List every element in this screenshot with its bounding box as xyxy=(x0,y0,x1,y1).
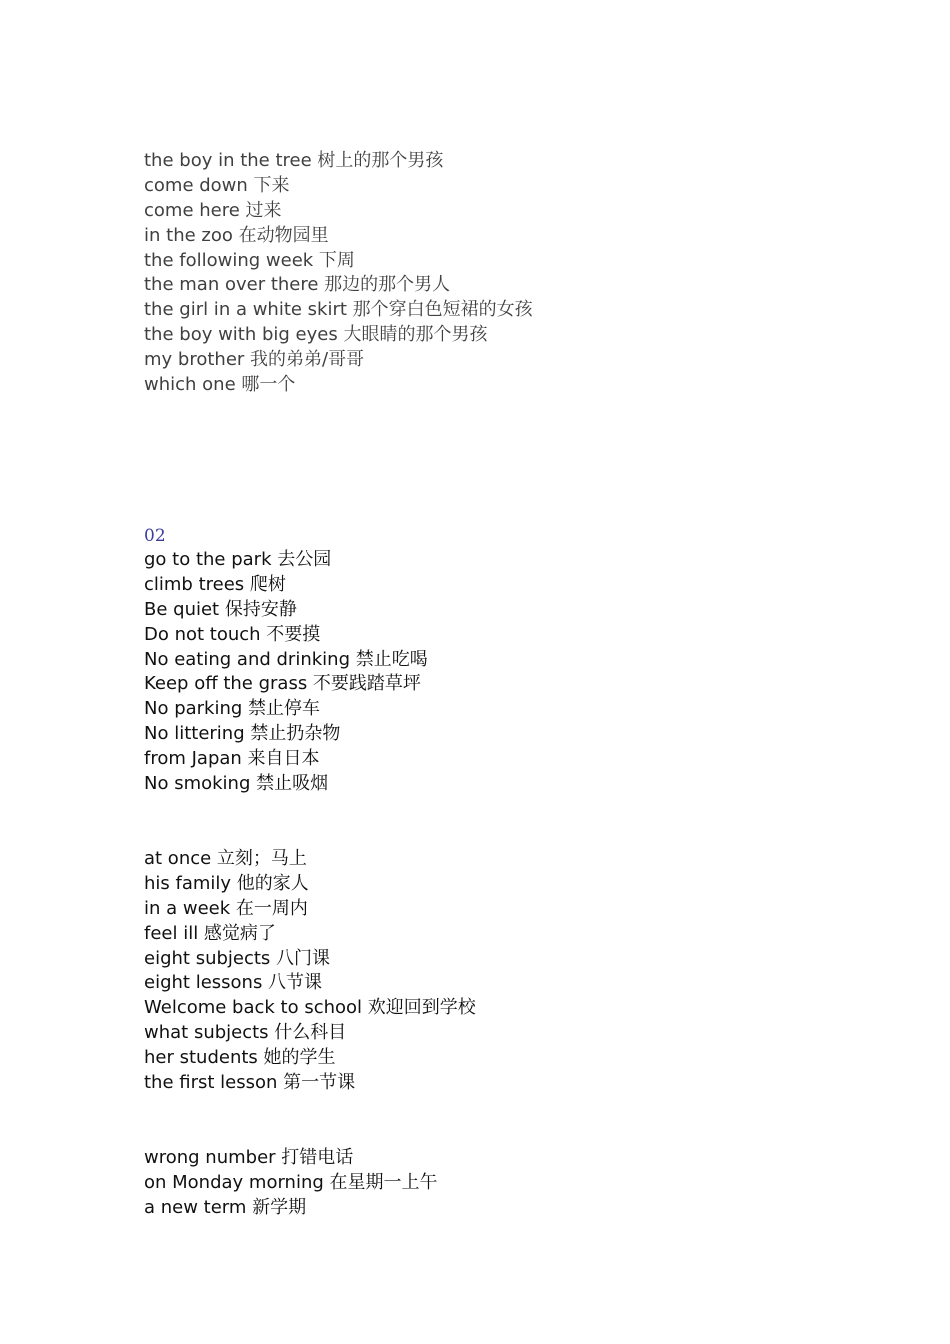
phrase-line: No smoking 禁止吸烟 xyxy=(144,773,329,795)
phrase-line: on Monday morning 在星期一上午 xyxy=(144,1171,438,1193)
phrase-line: go to the park 去公园 xyxy=(144,549,332,570)
phrase-line: Be quiet 保持安静 xyxy=(144,598,297,620)
phrase-line: what subjects 什么科目 xyxy=(144,1022,347,1044)
phrase-line: climb trees 爬树 xyxy=(144,573,286,595)
phrase-line: Do not touch 不要摸 xyxy=(144,623,321,645)
phrase-line: the following week 下周 xyxy=(144,249,355,271)
phrase-list-section-3 xyxy=(144,847,476,1096)
phrase-line: the boy with big eyes 大眼睛的那个男孩 xyxy=(144,324,488,346)
phrase-line: which one 哪一个 xyxy=(144,374,296,396)
phrase-line: the first lesson 第一节课 xyxy=(144,1072,356,1094)
phrase-line: feel ill 感觉病了 xyxy=(144,922,276,944)
phrase-line: my brother 我的弟弟/哥哥 xyxy=(144,349,365,371)
section-heading: 02 xyxy=(144,526,166,546)
phrase-line: his family 他的家人 xyxy=(144,872,309,894)
phrase-line: in a week 在一周内 xyxy=(144,897,308,919)
phrase-line: eight subjects 八门课 xyxy=(144,947,331,969)
phrase-line: in the zoo 在动物园里 xyxy=(144,224,329,246)
phrase-line: wrong number 打错电话 xyxy=(144,1147,354,1168)
phrase-line: the girl in a white skirt 那个穿白色短裙的女孩 xyxy=(144,299,533,321)
phrase-line: Keep off the grass 不要践踏草坪 xyxy=(144,673,421,695)
phrase-line: No eating and drinking 禁止吃喝 xyxy=(144,648,428,670)
phrase-line: the man over there 那边的那个男人 xyxy=(144,274,451,296)
phrase-line: a new term 新学期 xyxy=(144,1196,307,1218)
phrase-list-section-1 xyxy=(144,149,533,398)
phrase-line: her students 她的学生 xyxy=(144,1047,336,1069)
phrase-line: from Japan 来自日本 xyxy=(144,748,320,770)
phrase-line: No littering 禁止扔杂物 xyxy=(144,723,341,745)
phrase-line: at once 立刻；马上 xyxy=(144,848,307,869)
phrase-line: come here 过来 xyxy=(144,199,282,221)
phrase-line: Welcome back to school 欢迎回到学校 xyxy=(144,997,476,1019)
phrase-line: the boy in the tree 树上的那个男孩 xyxy=(144,150,444,171)
phrase-list-section-4 xyxy=(144,1146,438,1221)
phrase-line: eight lessons 八节课 xyxy=(144,972,323,994)
phrase-line: come down 下来 xyxy=(144,174,290,196)
phrase-line: No parking 禁止停车 xyxy=(144,698,321,720)
phrase-list-section-2 xyxy=(144,548,428,797)
